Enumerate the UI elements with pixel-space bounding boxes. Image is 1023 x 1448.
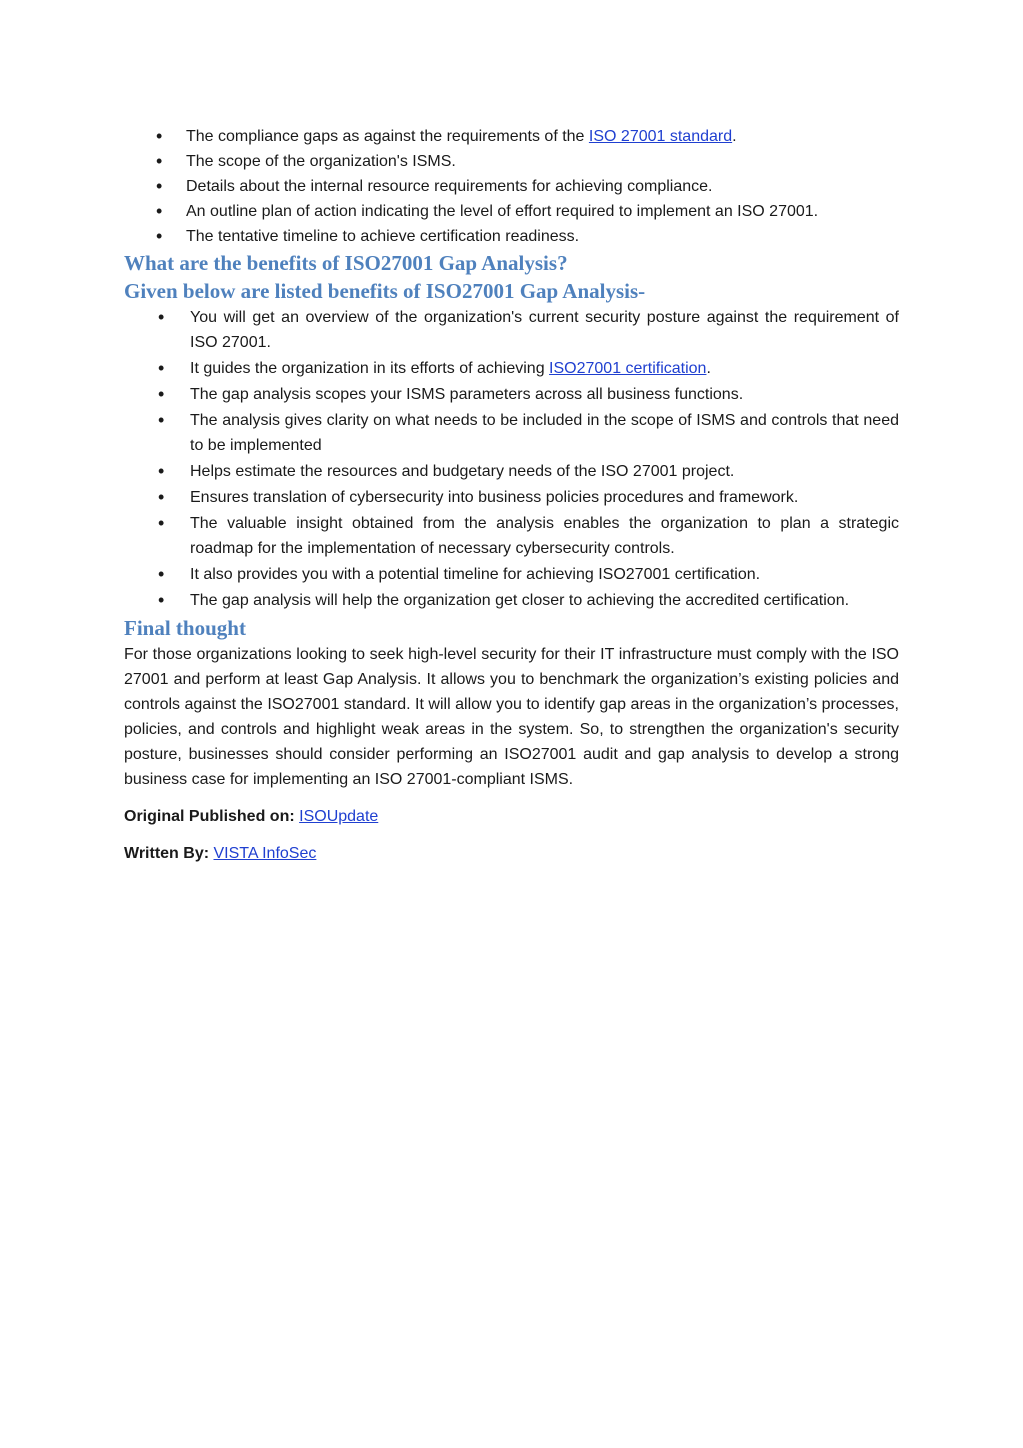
list-item: • It guides the organization in its efforts of achieving ISO27001 certification. xyxy=(124,356,899,381)
list-item: • The scope of the organization's ISMS. xyxy=(124,149,899,174)
list-item: • You will get an overview of the organization's current security posture against the requirement of ISO 27001. xyxy=(124,305,899,355)
written-line xyxy=(124,841,899,866)
heading-given-benefits: Given below are listed benefits of ISO27001 Gap Analysis- xyxy=(124,279,646,303)
final-paragraph: For those organizations looking to seek high-level security for their IT infrastructure must comply with the ISO 27001 and perform at least Gap Analysis. It allows you to benchmark the organization’s existing policies and controls against the ISO27001 standard. It will allow you to identify gap areas in the organization’s processes, policies, and controls and highlight weak areas in the system. So, to strengthen the organization's security posture, businesses should consider performing an ISO27001 audit and gap analysis to develop a strong business case for implementing an ISO 27001-compliant ISMS. xyxy=(124,646,899,788)
heading-final-thought: Final thought xyxy=(124,616,246,640)
published-line xyxy=(124,804,899,829)
isoupdate-link[interactable]: ISOUpdate xyxy=(299,808,379,825)
iso27001-certification-link[interactable]: ISO27001 certification xyxy=(549,360,707,377)
list-item: • The tentative timeline to achieve certification readiness. xyxy=(124,224,899,249)
written-label: Written By: xyxy=(124,845,210,862)
list-item: • Details about the internal resource requirements for achieving compliance. xyxy=(124,174,899,199)
published-label: Original Published on: xyxy=(124,808,295,825)
list-item: • The valuable insight obtained from the analysis enables the organization to plan a strategic roadmap for the implementation of necessary cybersecurity controls. xyxy=(124,511,899,561)
iso-27001-standard-link[interactable]: ISO 27001 standard xyxy=(588,128,733,145)
list-item: • It also provides you with a potential timeline for achieving ISO27001 certification. xyxy=(124,562,899,587)
list-item: • The analysis gives clarity on what needs to be included in the scope of ISMS and controls that need to be implemented xyxy=(124,408,899,458)
intro-list xyxy=(124,124,899,249)
list-item: • Helps estimate the resources and budgetary needs of the ISO 27001 project. xyxy=(124,459,899,484)
document-content xyxy=(124,124,899,866)
list-item: • The gap analysis will help the organization get closer to achieving the accredited certification. xyxy=(124,588,899,613)
list-item: • The gap analysis scopes your ISMS parameters across all business functions. xyxy=(124,382,899,407)
list-item: • Ensures translation of cybersecurity into business policies procedures and framework. xyxy=(124,485,899,510)
vista-infosec-link[interactable]: VISTA InfoSec xyxy=(213,845,317,862)
benefits-list xyxy=(124,305,899,613)
heading-benefits: What are the benefits of ISO27001 Gap Analysis? xyxy=(124,251,568,275)
list-item: • The compliance gaps as against the requirements of the ISO 27001 standard. xyxy=(124,124,899,149)
list-item: • An outline plan of action indicating the level of effort required to implement an ISO 27001. xyxy=(124,199,899,224)
